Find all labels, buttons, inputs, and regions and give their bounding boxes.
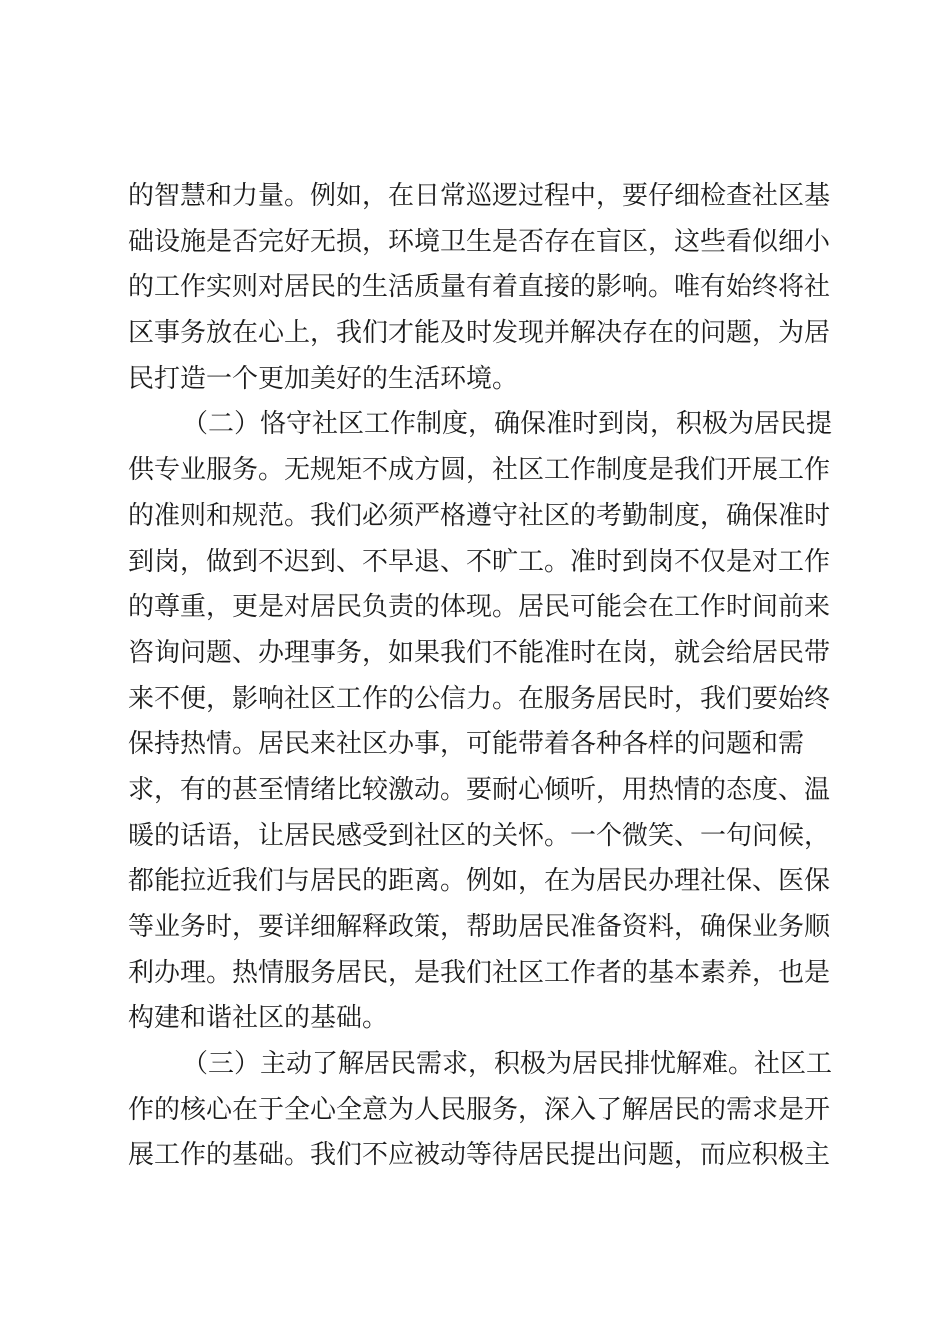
body-text — [128, 174, 833, 1179]
text-line: 础设施是否完好无损，环境卫生是否存在盲区，这些看似细小 — [128, 226, 831, 257]
section-heading-2: （二）恪守社区工作制度，确保准时到岗，积极为居民提 — [182, 409, 833, 440]
text-line: 保持热情。居民来社区办事，可能带着各种各样的问题和需 — [128, 729, 805, 760]
text-line: 暖的话语，让居民感受到社区的关怀。一个微笑、一句问候， — [128, 820, 831, 851]
section-heading-3: （三）主动了解居民需求，积极为居民排忧解难。社区工 — [182, 1049, 833, 1080]
text-line: 的尊重，更是对居民负责的体现。居民可能会在工作时间前来 — [128, 592, 831, 623]
text-line: 等业务时，要详细解释政策，帮助居民准备资料，确保业务顺 — [128, 912, 831, 942]
text-line: 的准则和规范。我们必须严格遵守社区的考勤制度，确保准时 — [128, 500, 831, 531]
text-line: 构建和谐社区的基础。 — [128, 1003, 389, 1034]
text-line: 利办理。热情服务居民，是我们社区工作者的基本素养，也是 — [128, 957, 831, 988]
text-line: 咨询问题、办理事务，如果我们不能准时在岗，就会给居民带 — [128, 637, 831, 668]
text-line: 的智慧和力量。例如，在日常巡逻过程中，要仔细检查社区基 — [128, 181, 831, 211]
text-line: 到岗，做到不迟到、不早退、不旷工。准时到岗不仅是对工作 — [128, 546, 831, 577]
text-line: 民打造一个更加美好的生活环境。 — [128, 363, 519, 394]
text-line: 求，有的甚至情绪比较激动。要耐心倾听，用热情的态度、温 — [128, 774, 831, 805]
text-line: 的工作实则对居民的生活质量有着直接的影响。唯有始终将社 — [128, 272, 831, 303]
text-line: 作的核心在于全心全意为人民服务，深入了解居民的需求是开 — [128, 1094, 831, 1125]
text-line: 都能拉近我们与居民的距离。例如，在为居民办理社保、医保 — [128, 866, 831, 897]
text-line: 区事务放在心上，我们才能及时发现并解决存在的问题，为居 — [128, 318, 831, 349]
text-line: 供专业服务。无规矩不成方圆，社区工作制度是我们开展工作 — [128, 455, 831, 486]
text-line: 来不便，影响社区工作的公信力。在服务居民时，我们要始终 — [128, 683, 831, 714]
text-line: 展工作的基础。我们不应被动等待居民提出问题，而应积极主 — [128, 1140, 831, 1171]
